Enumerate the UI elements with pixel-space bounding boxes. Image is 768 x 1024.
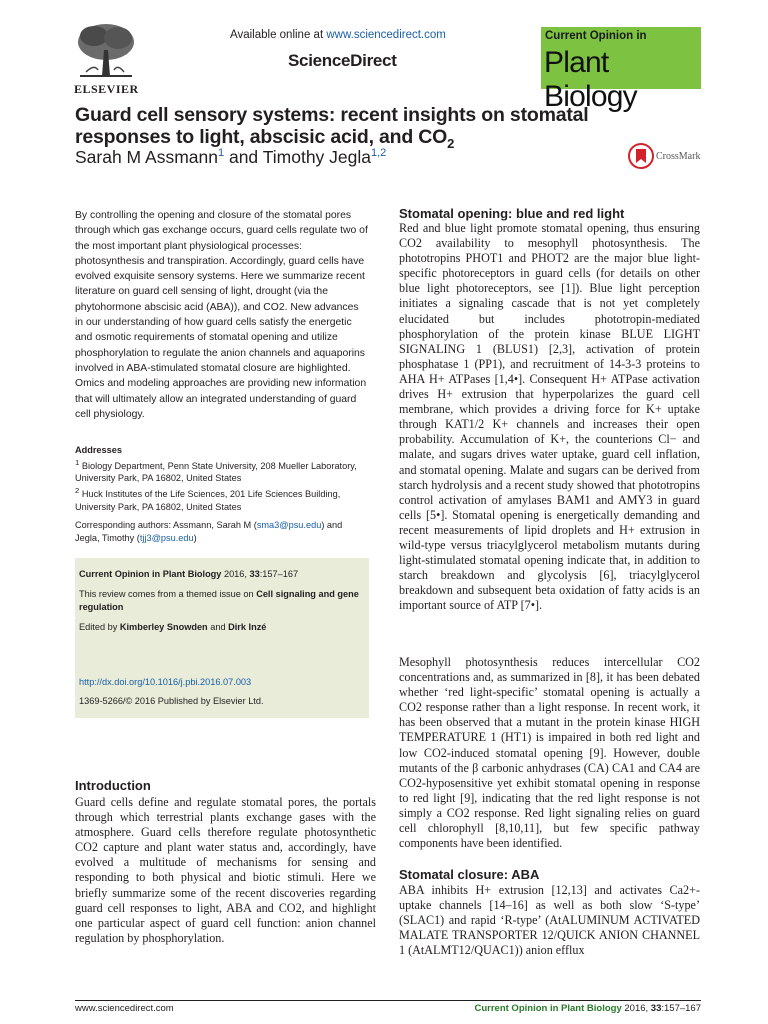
- crossmark-icon: [628, 143, 654, 169]
- theme-name: Cell signaling and gene regulation: [79, 589, 359, 612]
- elsevier-logo: [74, 20, 138, 98]
- affiliation-2-number: 2: [75, 485, 80, 495]
- author-1-affiliation[interactable]: 1: [217, 147, 225, 160]
- stomatal-closure-heading: Stomatal closure: ABA: [399, 867, 540, 882]
- journal-badge: [541, 27, 701, 113]
- affiliation-2: [75, 485, 369, 513]
- stomatal-opening-para-1: Red and blue light promote stomatal opening, thus ensuring CO2 availability to mesophyll photosynthesis. The phototropins PHOT1 and PHOT2 are the major blue light-specific photoreceptors in guard cells (for details on other blue light photoreceptors, see [1]). Blue light perception initiates a signaling cascade that is not yet completely elucidated but includes phototropin-mediated phosphorylation of the protein kinase BLUE LIGHT SIGNALING 1 (BLUS1) [2,3], activation of protein phosphatase 1 (PP1), and recruitment of 14-3-3 proteins to AHA H+ ATPases [1,4•]. Consequent H+ ATPase activation drives H+ extrusion that hyperpolarizes the guard cell membrane, which provides a driving force for K+ uptake through KAT1/2 K+ channels and increases their open probability. Accumulation of K+, the counterions Cl− and malate, and sugars drives water uptake, guard cell inflation, and stomatal opening. Malate and sugars can be derived from starch hydrolysis and a recent study showed that phototropins control activation of amylases BAM1 and AMY3 in guard cells [5•]. Stomatal opening is energetically demanding and recent measurements of lipid droplets and H+ extrusion in wild-type versus triacylglycerol metabolism mutants during light-stimulated stomatal opening indicate that, in addition to starch breakdown and glycolysis [6], triacylglycerol breakdown and subsequent beta oxidation of fatty acids is an important source of ATP [7•].: [399, 221, 700, 613]
- editors-conjunction: and: [207, 622, 229, 632]
- introduction-text: Guard cells define and regulate stomatal pores, the portals through which terrestrial plants exchange gases with the atmosphere. Guard cells therefore regulate photosynthetic CO2 capture and plant water status and, accordingly, have evolved a multitude of mechanisms for sensing and responding to both physical and biotic stimuli. Here we briefly summarize some of the recent discoveries regarding guard cell responses to light, ABA and CO2, and highlight one particular aspect of guard cell function: anion channel regulation by phosphorylation.: [75, 795, 376, 945]
- author-list: [75, 147, 386, 168]
- footer-rule: [75, 1000, 701, 1001]
- available-prefix: Available online at: [230, 29, 327, 41]
- corresp-suffix: ): [193, 533, 197, 543]
- article-info-box: [75, 558, 369, 718]
- author-1: Sarah M Assmann: [75, 147, 218, 167]
- article-title-subscript: 2: [447, 135, 455, 151]
- stomatal-closure-text: ABA inhibits H+ extrusion [12,13] and activates Ca2+-uptake channels [14–16] as well as both slow ‘S-type’ (SLAC1) and rapid ‘R-type’ (AtALUMINUM ACTIVATED MALATE TRANSPORTER 12/QUICK ANION CHANNEL 1 (AtALMT12/QUAC1)) anion efflux: [399, 883, 700, 958]
- theme-line: [79, 588, 365, 614]
- footer-journal: Current Opinion in Plant Biology: [474, 1003, 622, 1014]
- email-link-jegla[interactable]: tjj3@psu.edu: [139, 533, 194, 543]
- citation-journal: Current Opinion in Plant Biology: [79, 569, 222, 579]
- author-conjunction: and: [224, 147, 263, 167]
- abstract: By controlling the opening and closure of the stomatal pores through which gas exchange occurs, guard cells regulate two of the most important plant physiological processes: photosynthesis and transpiration. Accordingly, guard cells have evolved exquisite sensory systems. Here we summarize recent literature on guard cell sensing of light, drought (via the phytohormone abscisic acid (ABA)), and CO2. New advances in our understanding of how guard cells satisfy the energetic and osmotic requirements of stomatal opening and utilize phosphorylation to regulate the anion channels and aquaporins involved in ABA-stimulated stomatal closure are highlighted. Omics and modeling approaches are providing new information that will ultimately allow an integrated understanding of guard cell physiology.: [75, 210, 368, 420]
- citation-volume: 33: [249, 569, 260, 579]
- author-2-affiliation[interactable]: 1,2: [371, 147, 387, 160]
- introduction-heading: Introduction: [75, 778, 151, 793]
- editors-line: [79, 621, 365, 634]
- author-2: Timothy Jegla: [262, 147, 371, 167]
- affiliation-2-text: Huck Institutes of the Life Sciences, 201 Life Sciences Building, University Park, PA 16802, United States: [75, 488, 341, 512]
- journal-badge-small: Current Opinion in: [545, 30, 647, 42]
- footer-pages: :157–167: [661, 1003, 701, 1014]
- journal-badge-title: Plant Biology: [544, 46, 637, 113]
- corresponding-authors: [75, 519, 369, 545]
- affiliation-1-number: 1: [75, 457, 80, 467]
- theme-prefix: This review comes from a themed issue on: [79, 589, 257, 599]
- footer-website[interactable]: www.sciencedirect.com: [75, 1003, 174, 1014]
- addresses: [75, 444, 369, 513]
- doi-line: [79, 676, 365, 689]
- editor-2: Dirk Inzé: [228, 622, 267, 632]
- available-online-line: [230, 29, 446, 41]
- sciencedirect-brand: ScienceDirect: [288, 51, 397, 70]
- crossmark-button[interactable]: [628, 143, 708, 171]
- affiliation-1: [75, 457, 369, 485]
- corresp-middle: ) and Jegla, Timothy (: [75, 520, 343, 543]
- doi-link[interactable]: http://dx.doi.org/10.1016/j.pbi.2016.07.003: [79, 677, 252, 687]
- affiliation-1-text: Biology Department, Penn State University, 208 Mueller Laboratory, University Park, PA 16802, United States: [75, 460, 357, 484]
- corresp-prefix: Corresponding authors: Assmann, Sarah M (: [75, 520, 257, 530]
- addresses-heading: Addresses: [75, 445, 122, 455]
- footer-year: 2016,: [621, 1003, 651, 1014]
- elsevier-wordmark: ELSEVIER: [74, 82, 139, 96]
- citation-pages: :157–167: [259, 569, 299, 579]
- citation-year: 2016,: [221, 569, 250, 579]
- footer-volume: 33: [650, 1003, 662, 1014]
- citation-line: [79, 568, 365, 581]
- email-link-assmann[interactable]: sma3@psu.edu: [256, 520, 322, 530]
- elsevier-tree-icon: [74, 20, 138, 80]
- footer-citation: [465, 1003, 701, 1014]
- editors-prefix: Edited by: [79, 622, 120, 632]
- stomatal-opening-para-2: Mesophyll photosynthesis reduces intercellular CO2 concentrations and, as summarized in [8], it has been debated whether ‘red light-specific’ stomatal opening is actually a CO2 response rather than a light response. In recent work, it has been observed that a mutant in the protein kinase HIGH TEMPERATURE 1 (HT1) is impaired in both red light and low CO2-induced stomatal opening [9]. However, double mutants of the β carbonic anhydrases (CA) CA1 and CA4 are CO2-hyposensitive yet exhibit stomatal opening in response to red light [9], indicating that the red light response is not simply a CO2 response. Red light signaling relies on guard cell chlorophyll [8,10,11], but few specific pathway components have been identified.: [399, 655, 700, 851]
- issn-line: 1369-5266/© 2016 Published by Elsevier Ltd.: [79, 696, 264, 706]
- stomatal-opening-heading: Stomatal opening: blue and red light: [399, 206, 625, 221]
- article-title-main: Guard cell sensory systems: recent insights on stomatal responses to light, abscisic acid, and CO: [75, 104, 589, 148]
- crossmark-label: CrossMark: [656, 151, 701, 162]
- sciencedirect-link[interactable]: www.sciencedirect.com: [326, 29, 446, 41]
- editor-1: Kimberley Snowden: [119, 622, 208, 632]
